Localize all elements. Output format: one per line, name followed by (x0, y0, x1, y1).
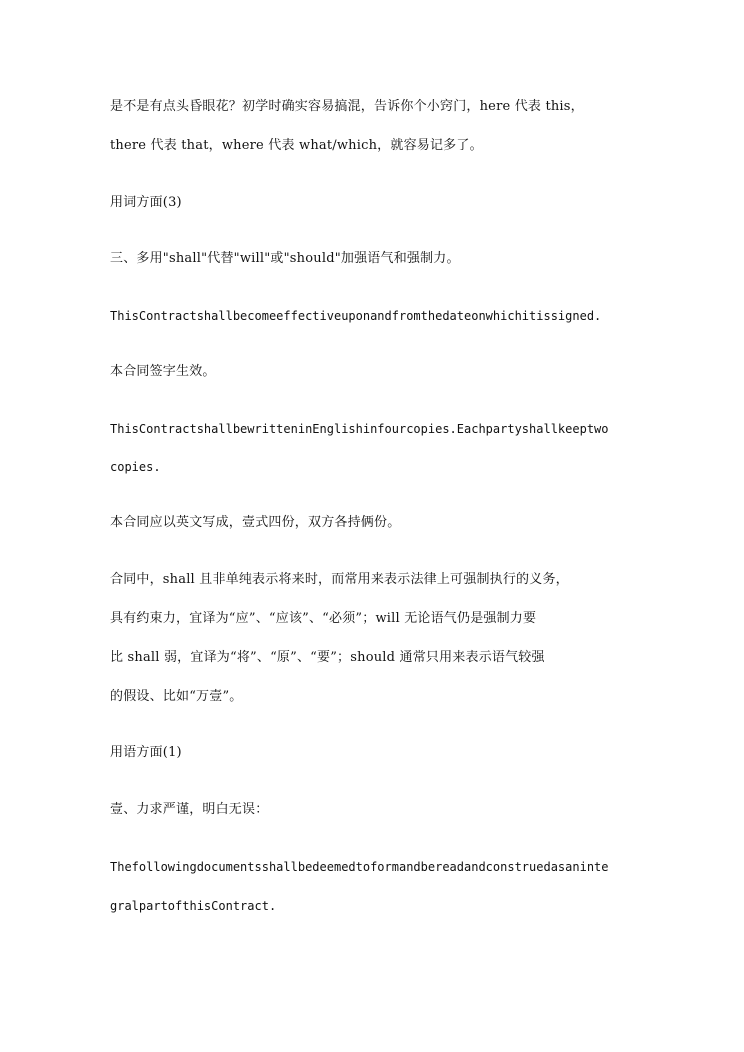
english-example-3-line-1: Thefollowingdocumentsshallbedeemedtoformandbereadandconstruedasaninte (110, 860, 609, 874)
paragraph-line-2: there 代表 that，where 代表 what/which，就容易记多了。 (110, 138, 483, 153)
section-heading-phrasing-1: 用语方面(1) (110, 745, 182, 760)
explanation-line-4: 的假设、比如“万壹”。 (110, 689, 243, 704)
explanation-line-2: 具有约束力，宜译为“应”、“应该”、“必须”；will 无论语气仍是强制力要 (110, 611, 537, 626)
english-example-2-line-2: copies. (110, 460, 161, 474)
english-example-1: ThisContractshallbecomeeffectiveuponandfromthedateonwhichitissigned. (110, 309, 602, 323)
english-example-2-line-1: ThisContractshallbewritteninEnglishinfourcopies.Eachpartyshallkeeptwo (110, 422, 609, 436)
explanation-line-3: 比 shall 弱，宜译为“将”、“原”、“要”；should 通常只用来表示语气较强 (110, 650, 545, 665)
point-one-heading: 壹、力求严谨，明白无误： (110, 802, 269, 817)
chinese-translation-1: 本合同签字生效。 (110, 364, 216, 379)
paragraph-line-1: 是不是有点头昏眼花？初学时确实容易搞混，告诉你个小窍门，here 代表 this， (110, 99, 584, 114)
section-heading-word-usage-3: 用词方面(3) (110, 195, 182, 210)
chinese-translation-2: 本合同应以英文写成，壹式四份，双方各持俩份。 (110, 515, 401, 530)
explanation-line-1: 合同中，shall 且非单纯表示将来时，而常用来表示法律上可强制执行的义务， (110, 572, 569, 587)
english-example-3-line-2: gralpartofthisContract. (110, 899, 277, 913)
point-three-heading: 三、多用"shall"代替"will"或"should"加强语气和强制力。 (110, 251, 460, 266)
